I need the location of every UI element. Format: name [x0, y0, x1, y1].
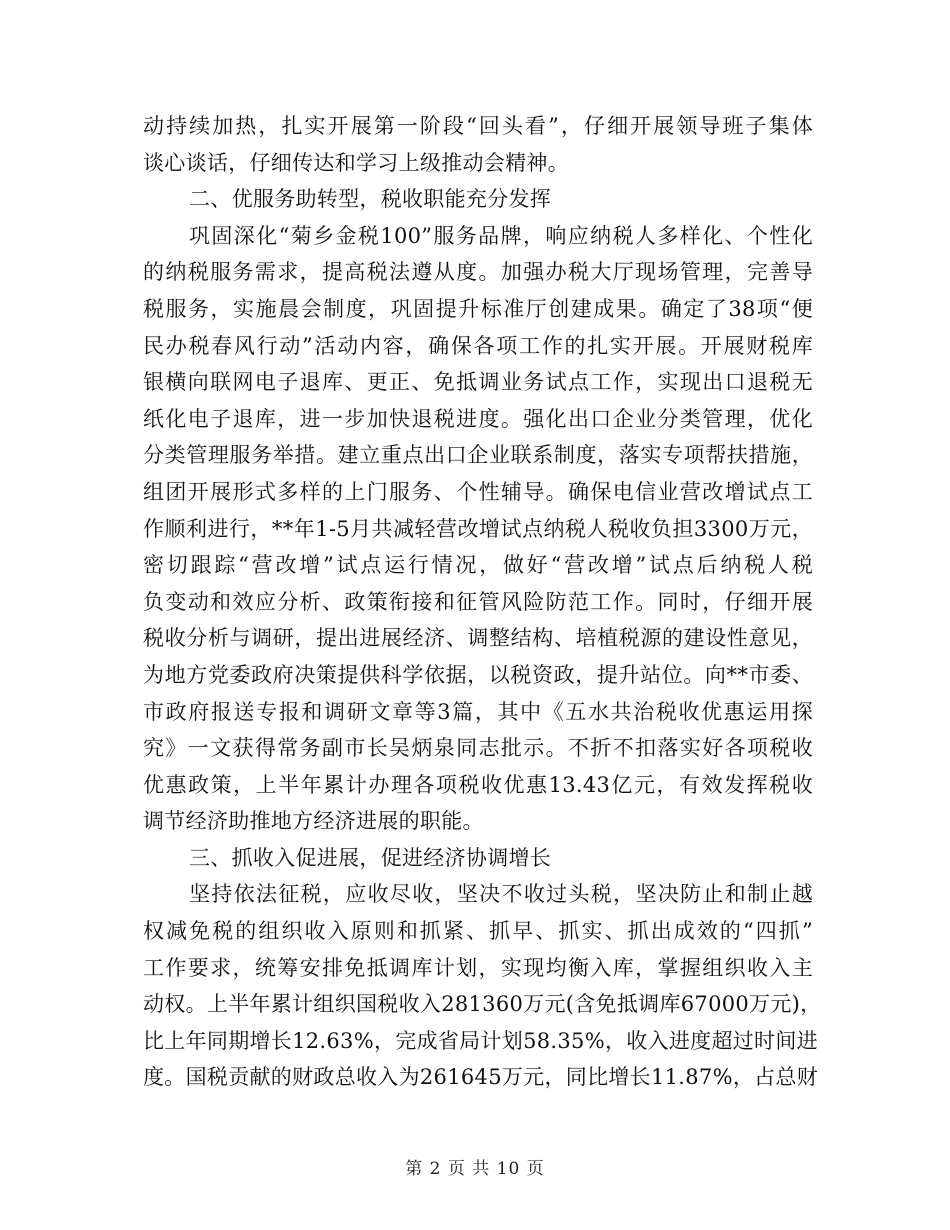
paragraph-line: 动持续加热，扎实开展第一阶段“回头看”，仔细开展领导班子集体 [143, 114, 813, 138]
paragraph-line: 市政府报送专报和调研文章等3篇，其中《五水共治税收优惠运用探 [143, 699, 813, 724]
paragraph-line: 调节经济助推地方经济进展的职能。 [143, 809, 484, 834]
paragraph-line: 组团开展形式多样的上门服务、个性辅导。确保电信业营改增试点工 [143, 479, 813, 504]
paragraph-line: 密切跟踪“营改增”试点运行情况，做好“营改增”试点后纳税人税 [143, 553, 813, 578]
paragraph-line: 的纳税服务需求，提高税法遵从度。加强办税大厅现场管理，完善导 [143, 260, 813, 285]
paragraph-line: 比上年同期增长12.63%，完成省局计划58.35%，收入进度超过时间进 [143, 1028, 818, 1053]
paragraph-line: 度。国税贡献的财政总收入为261645万元，同比增长11.87%，占总财 [143, 1065, 819, 1090]
paragraph-line: 工作要求，统筹安排免抵调库计划，实现均衡入库，掌握组织收入主 [143, 955, 813, 980]
paragraph-line: 银横向联网电子退库、更正、免抵调业务试点工作，实现出口退税无 [143, 370, 813, 395]
paragraph-line: 为地方党委政府决策提供科学依据，以税资政，提升站位。向**市委、 [143, 662, 813, 687]
document-body [143, 108, 822, 1096]
paragraph-line: 纸化电子退库，进一步加快退税进度。强化出口企业分类管理，优化 [143, 406, 813, 431]
paragraph-line: 权减免税的组织收入原则和抓紧、抓早、抓实、抓出成效的“四抓” [143, 919, 814, 944]
paragraph-line: 优惠政策，上半年累计办理各项税收优惠13.43亿元，有效发挥税收 [143, 772, 813, 797]
paragraph-line: 谈心谈话，仔细传达和学习上级推动会精神。 [143, 150, 569, 175]
paragraph-line: 动权。上半年累计组织国税收入281360万元(含免抵调库67000万元)， [143, 992, 822, 1017]
paragraph-first-line: 坚持依法征税，应收尽收，坚决不收过头税，坚决防止和制止越 [189, 882, 813, 907]
paragraph-line: 税服务，实施晨会制度，巩固提升标准厅创建成果。确定了38项“便 [143, 296, 813, 321]
paragraph-first-line: 三、抓收入促进展，促进经济协调增长 [189, 845, 552, 870]
page-footer: 第 2 页 共 10 页 [405, 1159, 545, 1179]
paragraph-line: 究》一文获得常务副市长吴炳泉同志批示。不折不扣落实好各项税收 [143, 736, 813, 761]
paragraph-line: 分类管理服务举措。建立重点出口企业联系制度，落实专项帮扶措施， [143, 443, 813, 468]
paragraph-line: 作顺利进行，**年1-5月共减轻营改增试点纳税人税收负担3300万元， [143, 516, 813, 541]
paragraph-line: 负变动和效应分析、政策衔接和征管风险防范工作。同时，仔细开展 [143, 589, 813, 614]
paragraph-line: 税收分析与调研，提出进展经济、调整结构、培植税源的建设性意见， [143, 626, 813, 651]
paragraph-first-line: 二、优服务助转型，税收职能充分发挥 [189, 187, 552, 212]
paragraph-line: 民办税春风行动”活动内容，确保各项工作的扎实开展。开展财税库 [143, 333, 813, 358]
paragraph-first-line: 巩固深化“菊乡金税100”服务品牌，响应纳税人多样化、个性化 [189, 223, 813, 248]
